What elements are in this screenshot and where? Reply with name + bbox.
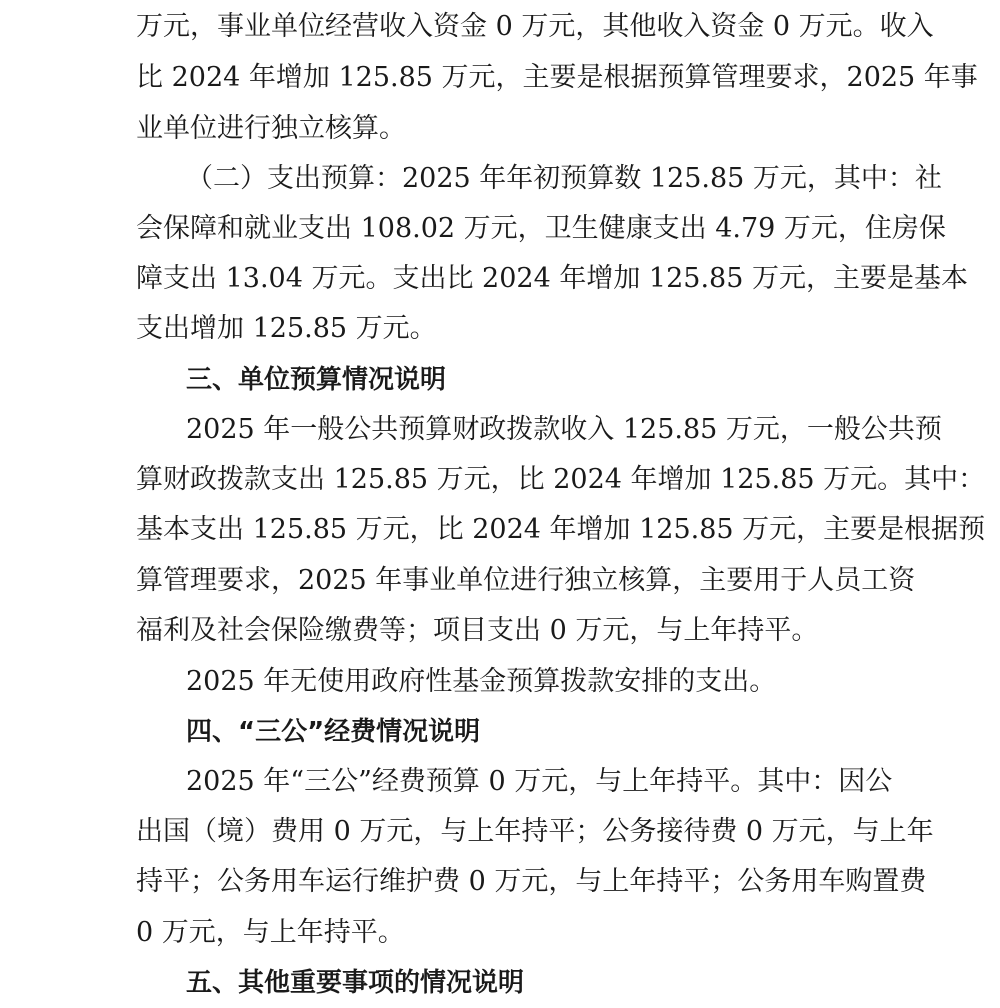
paragraph-line: 万元，事业单位经营收入资金 0 万元，其他收入资金 0 万元。收入 [136, 11, 934, 42]
section-heading: 五、其他重要事项的情况说明 [186, 968, 525, 998]
paragraph-line: 业单位进行独立核算。 [136, 113, 406, 144]
paragraph-line: 障支出 13.04 万元。支出比 2024 年增加 125.85 万元，主要是基本 [136, 263, 968, 294]
paragraph-line: 算管理要求，2025 年事业单位进行独立核算，主要用于人员工资 [136, 565, 916, 596]
paragraph-line: 0 万元，与上年持平。 [136, 917, 405, 948]
paragraph-line: 福利及社会保险缴费等；项目支出 0 万元，与上年持平。 [136, 615, 819, 646]
paragraph-line: 会保障和就业支出 108.02 万元，卫生健康支出 4.79 万元，住房保 [136, 213, 946, 244]
paragraph-line: 基本支出 125.85 万元，比 2024 年增加 125.85 万元，主要是根据预 [136, 514, 986, 545]
paragraph-line: 持平；公务用车运行维护费 0 万元，与上年持平；公务用车购置费 [136, 866, 927, 897]
paragraph-line: 出国（境）费用 0 万元，与上年持平；公务接待费 0 万元，与上年 [136, 816, 934, 847]
paragraph-line: 2025 年“三公”经费预算 0 万元，与上年持平。其中：因公 [186, 766, 893, 797]
section-heading: 四、“三公”经费情况说明 [186, 717, 481, 747]
paragraph-line: 支出增加 125.85 万元。 [136, 313, 437, 344]
paragraph-line: （二）支出预算：2025 年年初预算数 125.85 万元，其中：社 [186, 163, 942, 194]
paragraph-line: 2025 年无使用政府性基金预算拨款安排的支出。 [186, 666, 777, 697]
paragraph-line: 2025 年一般公共预算财政拨款收入 125.85 万元，一般公共预 [186, 414, 942, 445]
paragraph-line: 算财政拨款支出 125.85 万元，比 2024 年增加 125.85 万元。其中： [136, 464, 986, 495]
paragraph-line: 比 2024 年增加 125.85 万元，主要是根据预算管理要求，2025 年事 [136, 62, 978, 93]
section-heading: 三、单位预算情况说明 [186, 365, 447, 395]
